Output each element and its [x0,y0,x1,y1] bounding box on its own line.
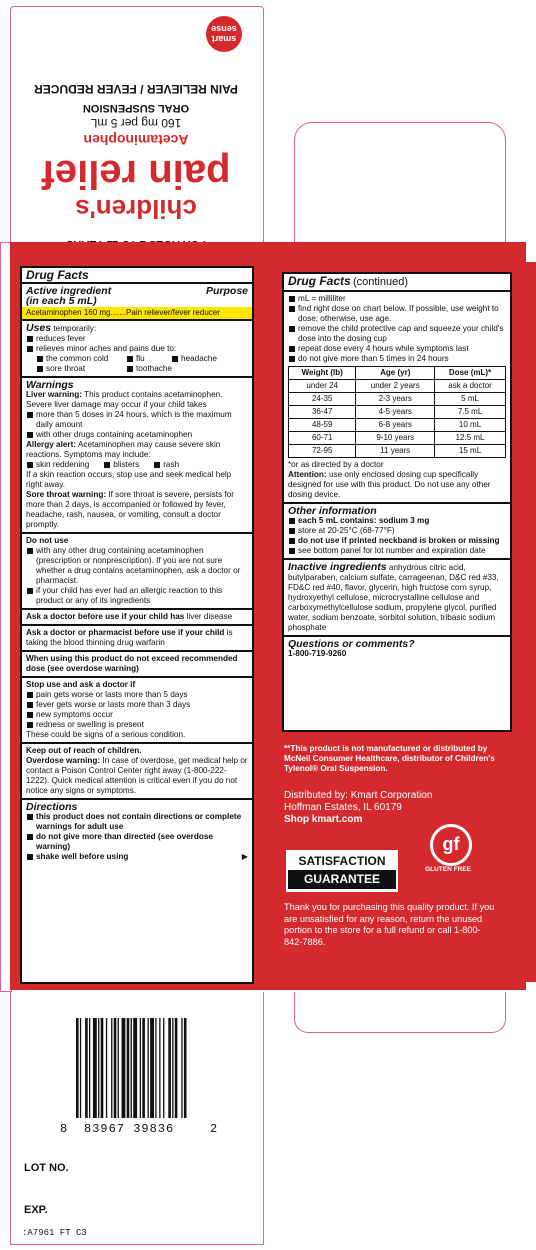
ask-pharm-text: is taking the blood thinning drug warfarin [26,628,233,647]
other-item: see bottom panel for lot number and expiration date [288,546,506,556]
footnote: *or as directed by a doctor [288,460,384,469]
cell: 11 years [356,445,435,458]
right-edge [526,262,536,982]
barcode-bar [93,1018,97,1118]
use-item: relieves minor aches and pains due to: [26,344,248,354]
cell: 36-47 [289,406,356,419]
barcode-bar [184,1018,187,1118]
cell: 24-35 [289,393,356,406]
other-heading: Other information [288,505,377,517]
cell: 2-3 years [356,393,435,406]
continue-arrow: ▶ [241,852,248,861]
barcode-digit-left: 8 [60,1122,68,1136]
liver-label: Liver warning: [26,390,82,399]
ask-doctor-heading: Ask a doctor before use if your child has [26,612,185,621]
barcode-bar [89,1018,90,1118]
active-heading: Active ingredient [26,285,112,297]
stop-item: redness or swelling is present [26,720,248,730]
distributor-city: Hoffman Estates, IL 60179 [284,802,402,813]
dir-cont-item: remove the child protective cap and squeeze your child's dose into the dosing cup [288,324,506,344]
table-row [289,406,506,419]
donot-item: if your child has ever had an allergic reaction to this product or any of its ingredients [26,586,248,606]
barcode-bar [122,1018,126,1118]
cell: 7.5 mL [435,406,506,419]
cell: 48-59 [289,419,356,432]
top-strength: 160 mg per 5 mL [90,116,182,130]
distributor-block [284,790,432,826]
donot-heading: Do not use [26,536,69,545]
barcode-bar [106,1018,107,1118]
barcode-digits: 83967 39836 [84,1122,175,1136]
gluten-free-label: GLUTEN FREE [425,866,471,873]
barcode-bar [127,1018,130,1118]
table-row [289,445,506,458]
dir-item: this product does not contain directions or complete warnings for adult use [26,812,248,832]
barcode-bar [140,1018,141,1118]
brand-name: smart sense [211,24,237,44]
top-title-1: children's [75,194,197,224]
dir-cont-item: mL = milliliter [288,294,506,304]
cell: under 2 years [356,380,435,393]
active-sub: (in each 5 mL) [26,295,97,307]
barcode-bar [85,1018,88,1118]
barcode-bar [150,1018,154,1118]
sore-text: If sore throat is severe, persists for more than 2 days, is accompanied or followed by fever, headache, rash, nausea, or vomiting, consult a doctor promptly. [26,490,234,529]
attention-text: use only enclosed dosing cup specifically designed for use with this product. Do not use any other dosing device. [288,470,491,499]
top-use: PAIN RELIEVER / FEVER REDUCER [34,82,238,96]
barcode-bar [114,1018,117,1118]
active-row: Acetaminophen 160 mg.......Pain reliever/fever reducer [22,307,252,319]
cell: 72-95 [289,445,356,458]
inactive-heading: Inactive ingredients [288,561,387,573]
barcode-bar [159,1018,160,1118]
uses-intro: temporarily: [53,324,97,333]
barcode-bar [98,1018,99,1118]
cell: 15 mL [435,445,506,458]
other-item: store at 20-25°C (68-77°F) [288,526,506,536]
top-flap-content [20,12,252,252]
warnings-heading: Warnings [26,379,74,391]
liver-item: with other drugs containing acetaminophen [26,430,248,440]
barcode-bars [58,1018,228,1122]
table-row [289,380,506,393]
guarantee-text: GUARANTEE [288,870,396,889]
expiration: EXP. [24,1204,48,1216]
sore-label: Sore throat warning: [26,490,107,499]
df-continued: (continued) [352,276,409,288]
ask-doctor-text: liver disease [186,612,233,621]
dose-head: Weight (lb) [289,367,356,380]
barcode-bar [131,1018,132,1118]
cell: under 24 [289,380,356,393]
dir-item: shake well before using [26,852,128,862]
top-title-2: pain relief [41,152,231,196]
attention-label: Attention: [288,470,327,479]
ask-pharm-heading: Ask a doctor or pharmacist before use if your child [26,628,225,637]
allergy-item: rash [153,460,179,470]
allergy-text: Acetaminophen may cause severe skin reactions. Symptoms may include: [26,440,221,459]
barcode-digit-right: 2 [210,1122,218,1136]
use-sub: sore throat [36,364,126,374]
stop-item: pain gets worse or lasts more than 5 days [26,690,248,700]
use-item: reduces fever [26,334,248,344]
barcode-bar [80,1018,81,1118]
cell: 60-71 [289,432,356,445]
liver-item: more than 5 doses in 24 hours, which is the maximum daily amount [26,410,248,430]
dose-table [288,366,506,458]
barcode-bar [172,1018,173,1118]
allergy-item: blisters [103,460,139,470]
satisfaction-badge [286,850,398,892]
donot-item: with any other drug containing acetaminophen (prescription or nonprescription). If you are not sure whether a drug contains acetaminophen, ask a doctor or pharmacist. [26,546,248,586]
drug-facts-left [20,266,254,984]
barcode-bar [111,1018,112,1118]
stop-item: new symptoms occur [26,710,248,720]
barcode-bar [142,1018,145,1118]
questions-heading: Questions or comments? [288,638,415,650]
barcode-bar [133,1018,137,1118]
distributor-line: Distributed by: Kmart Corporation [284,790,433,801]
cell: 9-10 years [356,432,435,445]
barcode-bar [181,1018,182,1118]
cell: 10 mL [435,419,506,432]
df-title-right: Drug Facts [288,274,351,288]
barcode-bar [155,1018,156,1118]
barcode-bar [101,1018,104,1118]
thank-you-text: Thank you for purchasing this quality product. If you are unsatisfied for any reason, return the unused portion to the store for a full refund or call 1-800-842-7886. [284,902,495,947]
shop-link: Shop kmart.com [284,814,363,825]
barcode [58,1018,228,1138]
dose-head: Age (yr) [356,367,435,380]
table-row [289,419,506,432]
dose-head: Dose (mL)* [435,367,506,380]
table-row [289,432,506,445]
overdose-text: In case of overdose, get medical help or contact a Poison Control Center right away (1-800-222-1222). Quick medical attention is critical even if you do not notice any signs or symptoms. [26,756,248,795]
other-item: each 5 mL contains: sodium 3 mg [288,516,506,526]
drug-facts-right [282,272,512,732]
allergy-item: skin reddening [26,460,89,470]
barcode-bar [148,1018,149,1118]
inactive-text: anhydrous citric acid, butylparaben, calcium sulfate, carrageenan, D&C red #33, FD&C red #40, flavor, glycerin, high fructose corn syrup, hydroxyethyl cellulose, microcrystalline cellulose and carboxymethylcellulose sodium, propylene glycol, purified water, sodium benzoate, sorbitol solution, tribasic sodium phosphate [288,563,499,632]
lot-code: :A7961 FT C3 [22,1228,87,1238]
use-sub: the common cold [36,354,126,364]
top-form: ORAL SUSPENSION [82,102,190,114]
df-title: Drug Facts [26,268,89,282]
dir-cont-item: find right dose on chart below. If possible, use weight to dose; otherwise, use age. [288,304,506,324]
phone-number: 1-800-719-9260 [288,649,347,658]
stop-after: These could be signs of a serious condition. [26,730,186,739]
uses-heading: Uses [26,322,52,334]
bottom-side-flap [294,992,506,1033]
barcode-bar [168,1018,171,1118]
stop-heading: Stop use and ask a doctor if [26,680,136,689]
cell: 4-5 years [356,406,435,419]
dir-cont-item: repeat dose every 4 hours while symptoms last [288,344,506,354]
top-ingredient: Acetaminophen [83,132,189,148]
dir-item: do not give more than directed (see overdose warning) [26,832,248,852]
purpose-heading: Purpose [205,285,248,297]
gluten-free-icon [430,824,472,866]
barcode-bar [175,1018,178,1118]
lot-number: LOT NO. [24,1162,69,1174]
barcode-bar [118,1018,119,1118]
cell: 12.5 mL [435,432,506,445]
allergy-label: Allergy alert: [26,440,77,449]
other-item: do not use if printed neckband is broken or missing [288,536,506,546]
satisfaction-text: SATISFACTION [298,854,386,868]
directions-heading: Directions [26,801,78,813]
barcode-bar [163,1018,164,1118]
disclaimer: **This product is not manufactured or distributed by McNeil Consumer Healthcare, distributor of Children's Tylenol® Oral Suspension. [284,744,495,773]
use-sub: toothache [126,364,231,374]
keep-heading: Keep out of reach of children. [26,746,142,755]
table-row [289,393,506,406]
when-using: When using this product do not exceed recommended dose (see overdose warning) [22,650,252,676]
liver-text: This product contains acetaminophen. Severe liver damage may occur if your child takes [26,390,223,409]
dir-cont-item: do not give more than 5 times in 24 hours [288,354,506,364]
gf-glyph: gf [442,834,460,854]
cell: 5 mL [435,393,506,406]
cell: 6-8 years [356,419,435,432]
smart-sense-logo [206,16,242,52]
cell: ask a doctor [435,380,506,393]
allergy-after: If a skin reaction occurs, stop use and seek medical help right away. [26,470,232,489]
stop-item: fever gets worse or lasts more than 3 days [26,700,248,710]
side-flap-outline [294,122,506,244]
barcode-bar [76,1018,79,1118]
use-sub: headache [171,354,231,364]
overdose-label: Overdose warning: [26,756,101,765]
use-sub: flu [126,354,171,364]
